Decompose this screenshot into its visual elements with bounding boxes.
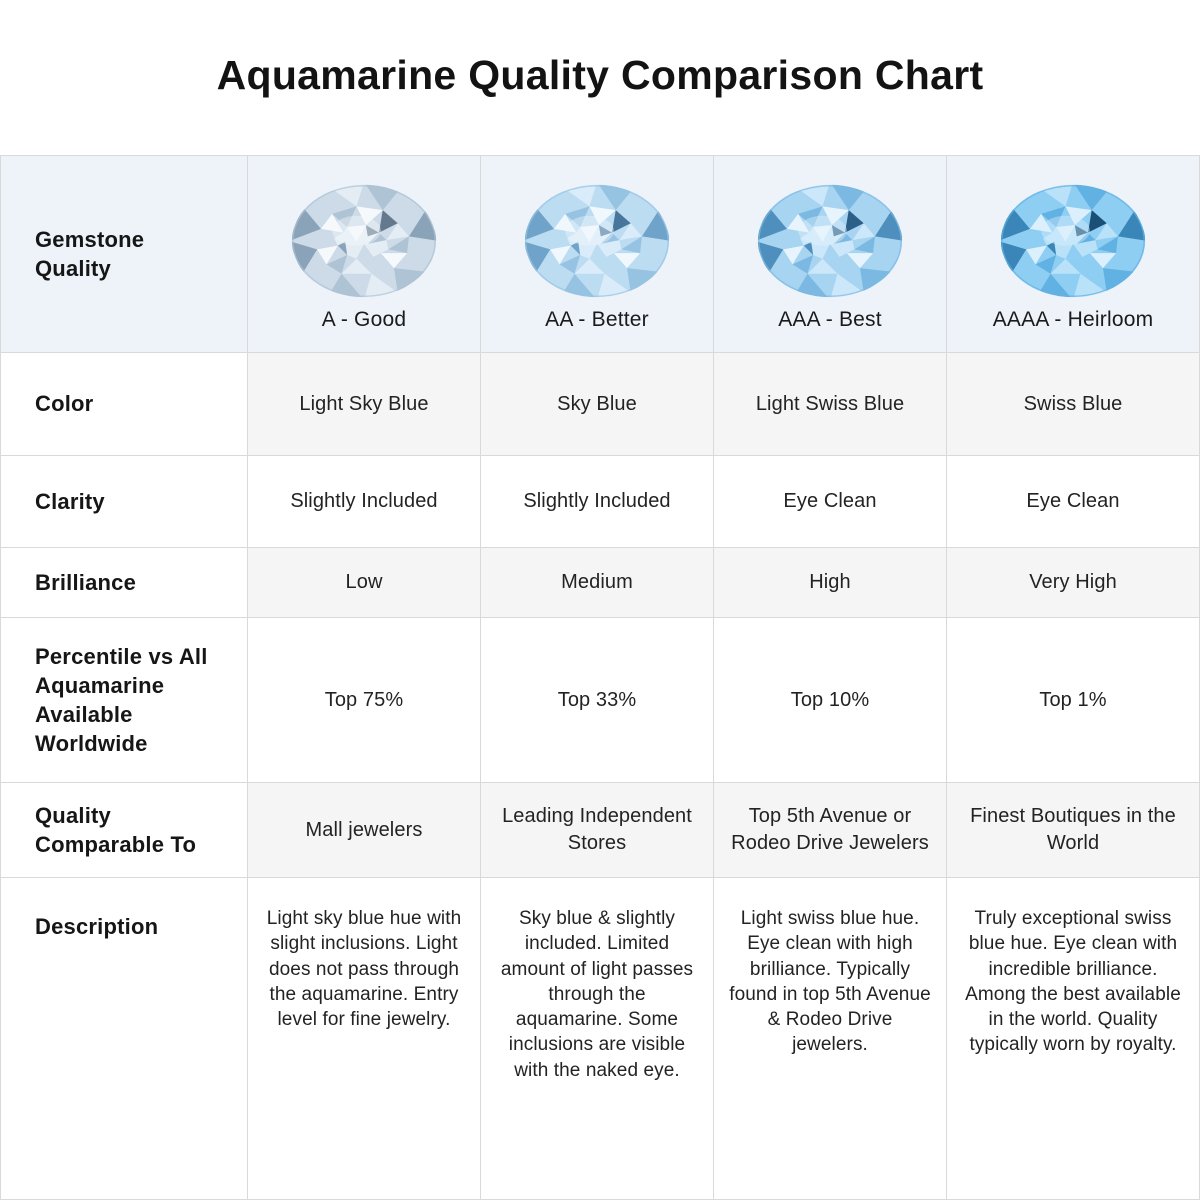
cell-description-aaa: Light swiss blue hue. Eye clean with high brilliance. Typically found in top 5th Avenue & Rodeo Drive jewelers. (714, 878, 947, 1199)
cell-comparable-aaa: Top 5th Avenue or Rodeo Drive Jewelers (714, 783, 947, 878)
cell-comparable-aaaa: Finest Boutiques in the World (947, 783, 1199, 878)
column-header-a-good (248, 156, 481, 353)
cell-percentile-aaa: Top 10% (714, 618, 947, 783)
cell-brilliance-a: Low (248, 548, 481, 618)
page-title: Aquamarine Quality Comparison Chart (216, 52, 984, 98)
cell-brilliance-aaaa: Very High (947, 548, 1199, 618)
grade-label: AAAA - Heirloom (992, 308, 1154, 331)
cell-brilliance-aa: Medium (481, 548, 714, 618)
row-label-description: Description (1, 878, 248, 1199)
gem-a-good-icon (289, 182, 439, 300)
cell-clarity-aaa: Eye Clean (714, 456, 947, 548)
cell-comparable-aa: Leading Independent Stores (481, 783, 714, 878)
gem-aa-better-icon (522, 182, 672, 300)
row-label-color: Color (1, 353, 248, 456)
grade-label: A - Good (321, 308, 407, 331)
cell-brilliance-aaa: High (714, 548, 947, 618)
cell-clarity-aa: Slightly Included (481, 456, 714, 548)
cell-clarity-aaaa: Eye Clean (947, 456, 1199, 548)
grade-label: AA - Better (545, 308, 649, 331)
cell-description-aaaa: Truly exceptional swiss blue hue. Eye clean with incredible brilliance. Among the best available in the world. Quality typically worn by royalty. (947, 878, 1199, 1199)
grade-label: AAA - Best (778, 308, 882, 331)
cell-comparable-a: Mall jewelers (248, 783, 481, 878)
cell-percentile-a: Top 75% (248, 618, 481, 783)
cell-clarity-a: Slightly Included (248, 456, 481, 548)
column-header-aa-better (481, 156, 714, 353)
cell-description-aa: Sky blue & slightly included. Limited amount of light passes through the aquamarine. Some inclusions are visible with the naked eye. (481, 878, 714, 1199)
gem-aaaa-heirloom-icon (998, 182, 1148, 300)
row-label-percentile: Percentile vs All Aquamarine Available Worldwide (1, 618, 248, 783)
row-label-brilliance: Brilliance (1, 548, 248, 618)
column-header-aaa-best (714, 156, 947, 353)
row-label-quality-comparable-to: Quality Comparable To (1, 783, 248, 878)
cell-percentile-aa: Top 33% (481, 618, 714, 783)
cell-percentile-aaaa: Top 1% (947, 618, 1199, 783)
comparison-table (0, 155, 1200, 1200)
cell-color-aa: Sky Blue (481, 353, 714, 456)
row-label-clarity: Clarity (1, 456, 248, 548)
row-label-gemstone-quality: Gemstone Quality (1, 156, 248, 353)
gem-aaa-best-icon (755, 182, 905, 300)
cell-color-aaaa: Swiss Blue (947, 353, 1199, 456)
cell-color-a: Light Sky Blue (248, 353, 481, 456)
cell-description-a: Light sky blue hue with slight inclusions. Light does not pass through the aquamarine. Entry level for fine jewelry. (248, 878, 481, 1199)
column-header-aaaa-heirloom (947, 156, 1199, 353)
cell-color-aaa: Light Swiss Blue (714, 353, 947, 456)
